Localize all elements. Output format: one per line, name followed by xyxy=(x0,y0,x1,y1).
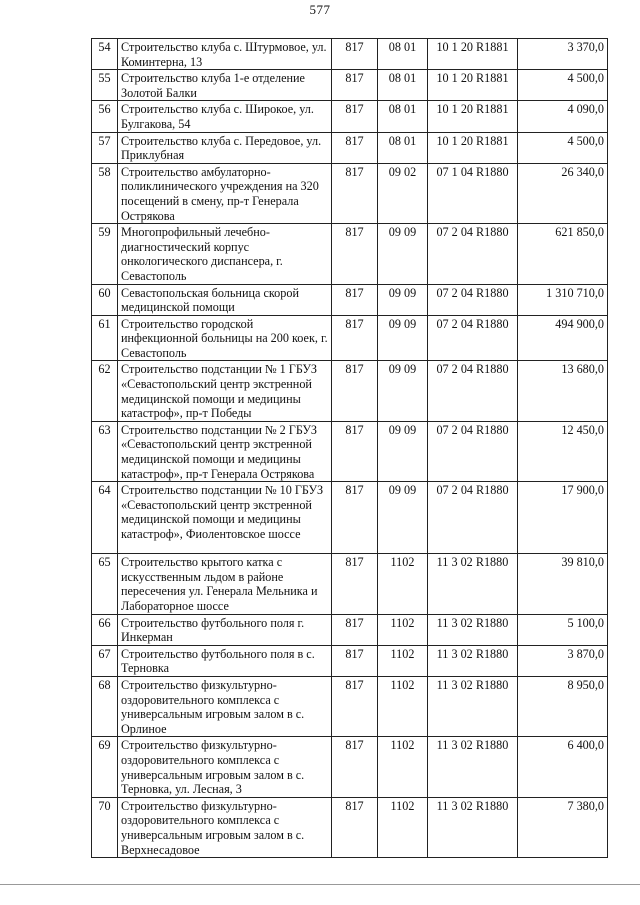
target-article-code: 07 1 04 R1880 xyxy=(428,163,518,223)
object-name: Строительство физкультурно-оздоровительного комплекса с универсальным игровым залом в с. Орлиное xyxy=(118,676,332,736)
object-name: Строительство клуба с. Штурмовое, ул. Коминтерна, 13 xyxy=(118,39,332,70)
section-code: 1102 xyxy=(378,645,428,676)
object-name: Севастопольская больница скорой медицинской помощи xyxy=(118,284,332,315)
ministry-code: 817 xyxy=(332,482,378,554)
object-name: Строительство подстанции № 10 ГБУЗ «Севастопольский центр экстренной медицинской помощи и медицины катастроф», Фиолентовское шоссе xyxy=(118,482,332,554)
page-number: 577 xyxy=(309,2,331,17)
row-number: 54 xyxy=(92,39,118,70)
object-name: Многопрофильный лечебно-диагностический корпус онкологического диспансера, г. Севастополь xyxy=(118,224,332,284)
row-number: 70 xyxy=(92,797,118,857)
target-article-code: 11 3 02 R1880 xyxy=(428,737,518,797)
ministry-code: 817 xyxy=(332,361,378,421)
amount-value: 4 500,0 xyxy=(518,132,608,163)
row-number: 63 xyxy=(92,421,118,481)
ministry-code: 817 xyxy=(332,224,378,284)
row-number: 66 xyxy=(92,614,118,645)
row-number: 67 xyxy=(92,645,118,676)
amount-value: 8 950,0 xyxy=(518,676,608,736)
target-article-code: 07 2 04 R1880 xyxy=(428,421,518,481)
section-code: 09 09 xyxy=(378,224,428,284)
row-number: 69 xyxy=(92,737,118,797)
section-code: 09 09 xyxy=(378,315,428,361)
table-row xyxy=(92,797,608,857)
row-number: 55 xyxy=(92,70,118,101)
section-code: 08 01 xyxy=(378,132,428,163)
amount-value: 1 310 710,0 xyxy=(518,284,608,315)
ministry-code: 817 xyxy=(332,132,378,163)
section-code: 09 09 xyxy=(378,482,428,554)
target-article-code: 11 3 02 R1880 xyxy=(428,645,518,676)
table-row xyxy=(92,284,608,315)
target-article-code: 10 1 20 R1881 xyxy=(428,39,518,70)
object-name: Строительство подстанции № 2 ГБУЗ «Севастопольский центр экстренной медицинской помощи и медицины катастроф», пр-т Генерала Острякова xyxy=(118,421,332,481)
section-code: 09 09 xyxy=(378,421,428,481)
ministry-code: 817 xyxy=(332,676,378,736)
object-name: Строительство амбулаторно-поликлинического учреждения на 320 посещений в смену, пр-т Генерала Острякова xyxy=(118,163,332,223)
amount-value: 494 900,0 xyxy=(518,315,608,361)
target-article-code: 11 3 02 R1880 xyxy=(428,554,518,614)
row-number: 56 xyxy=(92,101,118,132)
section-code: 08 01 xyxy=(378,39,428,70)
row-number: 62 xyxy=(92,361,118,421)
target-article-code: 11 3 02 R1880 xyxy=(428,614,518,645)
section-code: 09 02 xyxy=(378,163,428,223)
target-article-code: 07 2 04 R1880 xyxy=(428,482,518,554)
amount-value: 13 680,0 xyxy=(518,361,608,421)
table-row xyxy=(92,614,608,645)
table-row xyxy=(92,421,608,481)
section-code: 1102 xyxy=(378,554,428,614)
amount-value: 12 450,0 xyxy=(518,421,608,481)
ministry-code: 817 xyxy=(332,70,378,101)
target-article-code: 11 3 02 R1880 xyxy=(428,797,518,857)
object-name: Строительство подстанции № 1 ГБУЗ «Севастопольский центр экстренной медицинской помощи и медицины катастроф», пр-т Победы xyxy=(118,361,332,421)
object-name: Строительство клуба 1-е отделение Золотой Балки xyxy=(118,70,332,101)
row-number: 57 xyxy=(92,132,118,163)
table-body xyxy=(92,39,608,858)
budget-table xyxy=(91,38,608,858)
section-code: 1102 xyxy=(378,737,428,797)
row-number: 60 xyxy=(92,284,118,315)
table-row xyxy=(92,645,608,676)
section-code: 08 01 xyxy=(378,70,428,101)
ministry-code: 817 xyxy=(332,645,378,676)
amount-value: 3 370,0 xyxy=(518,39,608,70)
object-name: Строительство футбольного поля г. Инкерман xyxy=(118,614,332,645)
ministry-code: 817 xyxy=(332,421,378,481)
table-row xyxy=(92,70,608,101)
amount-value: 39 810,0 xyxy=(518,554,608,614)
table-row xyxy=(92,224,608,284)
target-article-code: 07 2 04 R1880 xyxy=(428,284,518,315)
table-row xyxy=(92,163,608,223)
table-row xyxy=(92,554,608,614)
ministry-code: 817 xyxy=(332,315,378,361)
target-article-code: 11 3 02 R1880 xyxy=(428,676,518,736)
row-number: 61 xyxy=(92,315,118,361)
table-row xyxy=(92,737,608,797)
table-row xyxy=(92,482,608,554)
row-number: 59 xyxy=(92,224,118,284)
amount-value: 17 900,0 xyxy=(518,482,608,554)
amount-value: 26 340,0 xyxy=(518,163,608,223)
row-number: 64 xyxy=(92,482,118,554)
table-row xyxy=(92,676,608,736)
row-number: 58 xyxy=(92,163,118,223)
section-code: 09 09 xyxy=(378,284,428,315)
page-bottom-edge xyxy=(0,884,640,885)
ministry-code: 817 xyxy=(332,39,378,70)
table-row xyxy=(92,39,608,70)
table-row xyxy=(92,315,608,361)
row-number: 65 xyxy=(92,554,118,614)
section-code: 1102 xyxy=(378,676,428,736)
amount-value: 4 090,0 xyxy=(518,101,608,132)
amount-value: 7 380,0 xyxy=(518,797,608,857)
section-code: 1102 xyxy=(378,614,428,645)
ministry-code: 817 xyxy=(332,284,378,315)
object-name: Строительство футбольного поля в с. Терновка xyxy=(118,645,332,676)
row-number: 68 xyxy=(92,676,118,736)
target-article-code: 07 2 04 R1880 xyxy=(428,224,518,284)
amount-value: 5 100,0 xyxy=(518,614,608,645)
ministry-code: 817 xyxy=(332,101,378,132)
object-name: Строительство крытого катка с искусственным льдом в районе пересечения ул. Генерала Мельника и Лабораторное шоссе xyxy=(118,554,332,614)
section-code: 08 01 xyxy=(378,101,428,132)
object-name: Строительство физкультурно-оздоровительного комплекса с универсальным игровым залом в с. Верхнесадовое xyxy=(118,797,332,857)
ministry-code: 817 xyxy=(332,614,378,645)
amount-value: 6 400,0 xyxy=(518,737,608,797)
ministry-code: 817 xyxy=(332,554,378,614)
target-article-code: 10 1 20 R1881 xyxy=(428,101,518,132)
target-article-code: 07 2 04 R1880 xyxy=(428,361,518,421)
table-row xyxy=(92,132,608,163)
amount-value: 4 500,0 xyxy=(518,70,608,101)
amount-value: 3 870,0 xyxy=(518,645,608,676)
ministry-code: 817 xyxy=(332,737,378,797)
table-row xyxy=(92,101,608,132)
section-code: 09 09 xyxy=(378,361,428,421)
target-article-code: 10 1 20 R1881 xyxy=(428,70,518,101)
target-article-code: 07 2 04 R1880 xyxy=(428,315,518,361)
object-name: Строительство городской инфекционной больницы на 200 коек, г. Севастополь xyxy=(118,315,332,361)
target-article-code: 10 1 20 R1881 xyxy=(428,132,518,163)
object-name: Строительство физкультурно-оздоровительного комплекса с универсальным игровым залом в с. Терновка, ул. Лесная, 3 xyxy=(118,737,332,797)
table-row xyxy=(92,361,608,421)
section-code: 1102 xyxy=(378,797,428,857)
object-name: Строительство клуба с. Передовое, ул. Приклубная xyxy=(118,132,332,163)
ministry-code: 817 xyxy=(332,797,378,857)
ministry-code: 817 xyxy=(332,163,378,223)
amount-value: 621 850,0 xyxy=(518,224,608,284)
object-name: Строительство клуба с. Широкое, ул. Булгакова, 54 xyxy=(118,101,332,132)
